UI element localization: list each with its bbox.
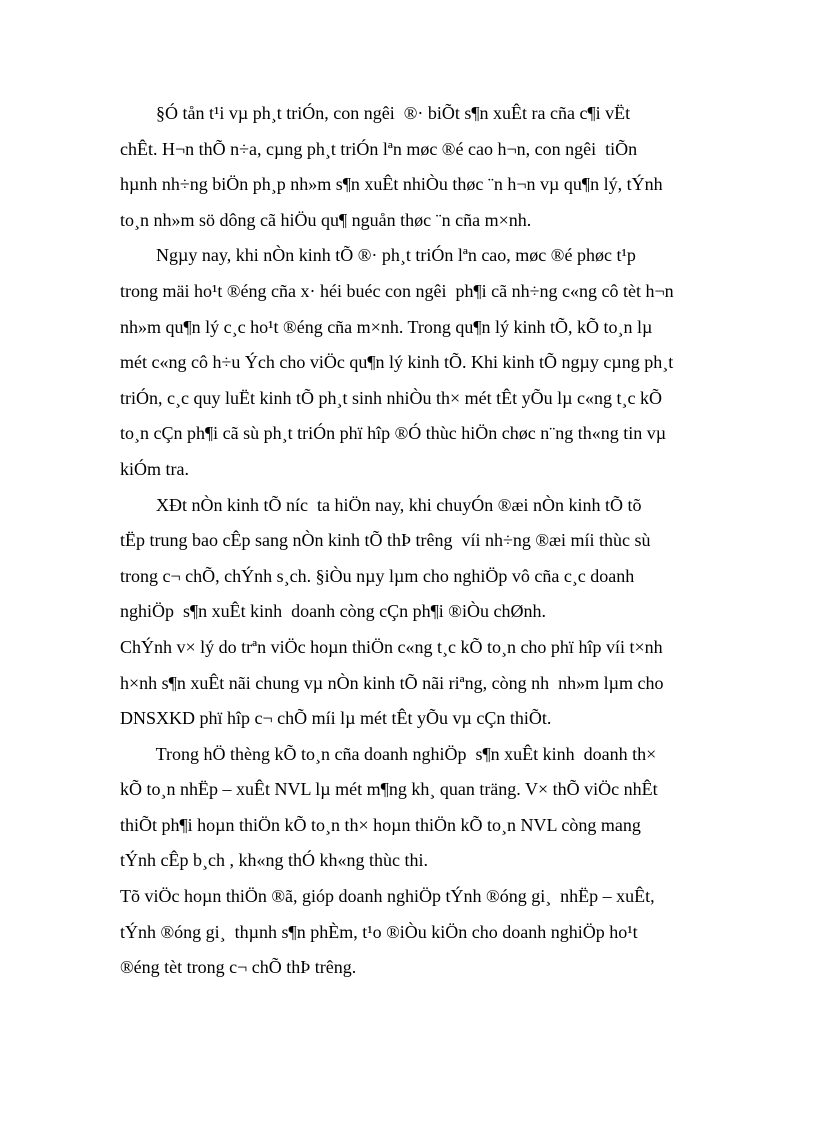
text-line-4: to¸n nh»m sö dông cã hiÖu qu¶ nguån thøc ¨n cña m×nh. [120,209,532,230]
text-line-8: mét c«ng cô h÷u Ých cho viÖc qu¶n lý kinh tÕ. Khi kinh tÕ ngµy cµng ph¸t [120,352,674,373]
text-line-19: Trong hÖ thèng kÕ to¸n cña doanh nghiÖp s¶n xuÊt kinh doanh th× [120,743,657,764]
text-line-3: hµnh nh÷ng biÖn ph¸p nh»m s¶n xuÊt nhiÒu thøc ¨n h¬n vµ qu¶n lý, tÝnh [120,174,663,195]
text-line-20: kÕ to¸n nhËp – xuÊt NVL lµ mét m¶ng kh¸ quan träng. V× thÕ viÖc nhÊt [120,779,658,800]
text-line-15: nghiÖp s¶n xuÊt kinh doanh còng cÇn ph¶i ®iÒu chØnh. [120,601,546,622]
text-line-17: h×nh s¶n xuÊt nãi chung vµ nÒn kinh tÕ nãi riªng, còng nh nh»m lµm cho [120,672,664,693]
text-line-10: to¸n cÇn ph¶i cã sù ph¸t triÓn phï hîp ®Ó thùc hiÖn chøc n¨ng th«ng tin vµ [120,423,667,444]
text-line-13: tËp trung bao cÊp sang nÒn kinh tÕ thÞ trêng víi nh÷ng ®æi míi thùc sù [120,530,651,551]
text-line-18: DNSXKD phï hîp c¬ chÕ míi lµ mét tÊt yÕu vµ cÇn thiÕt. [120,708,552,729]
text-line-5: Ngµy nay, khi nÒn kinh tÕ ®· ph¸t triÓn lªn cao, møc ®é phøc t¹p [120,245,636,266]
document-body [120,96,695,986]
text-line-6: trong mäi ho¹t ®éng cña x· héi buéc con ngêi ph¶i cã nh÷ng c«ng cô tèt h¬n [120,280,674,301]
text-line-2: chÊt. H¬n thÕ n÷a, cµng ph¸t triÓn lªn møc ®é cao h¬n, con ngêi tiÕn [120,138,638,159]
text-line-23: Tõ viÖc hoµn thiÖn ®ã, gióp doanh nghiÖp tÝnh ®óng gi¸ nhËp – xuÊt, [120,886,655,907]
text-line-21: thiÕt ph¶i hoµn thiÖn kÕ to¸n th× hoµn thiÖn kÕ to¸n NVL còng mang [120,814,641,835]
text-line-16: ChÝnh v× lý do trªn viÖc hoµn thiÖn c«ng t¸c kÕ to¸n cho phï hîp víi t×nh [120,636,663,657]
text-line-24: tÝnh ®óng gi¸ thµnh s¶n phÈm, t¹o ®iÒu kiÖn cho doanh nghiÖp ho¹t [120,921,638,942]
text-line-11: kiÓm tra. [120,458,189,479]
text-line-7: nh»m qu¶n lý c¸c ho¹t ®éng cña m×nh. Trong qu¶n lý kinh tÕ, kÕ to¸n lµ [120,316,653,337]
text-line-22: tÝnh cÊp b¸ch , kh«ng thÓ kh«ng thùc thi. [120,850,428,871]
text-line-25: ®éng tèt trong c¬ chÕ thÞ trêng. [120,957,357,978]
text-line-9: triÓn, c¸c quy luËt kinh tÕ ph¸t sinh nhiÒu th× mét tÊt yÕu lµ c«ng t¸c kÕ [120,387,662,408]
text-line-12: XÐt nÒn kinh tÕ níc ta hiÖn nay, khi chuyÓn ®æi nÒn kinh tÕ tõ [120,494,642,515]
text-line-14: trong c¬ chÕ, chÝnh s¸ch. §iÒu nµy lµm cho nghiÖp vô cña c¸c doanh [120,565,635,586]
text-line-1: §Ó tån t¹i vµ ph¸t triÓn, con ngêi ®· biÕt s¶n xuÊt ra cña c¶i vËt [120,103,631,123]
